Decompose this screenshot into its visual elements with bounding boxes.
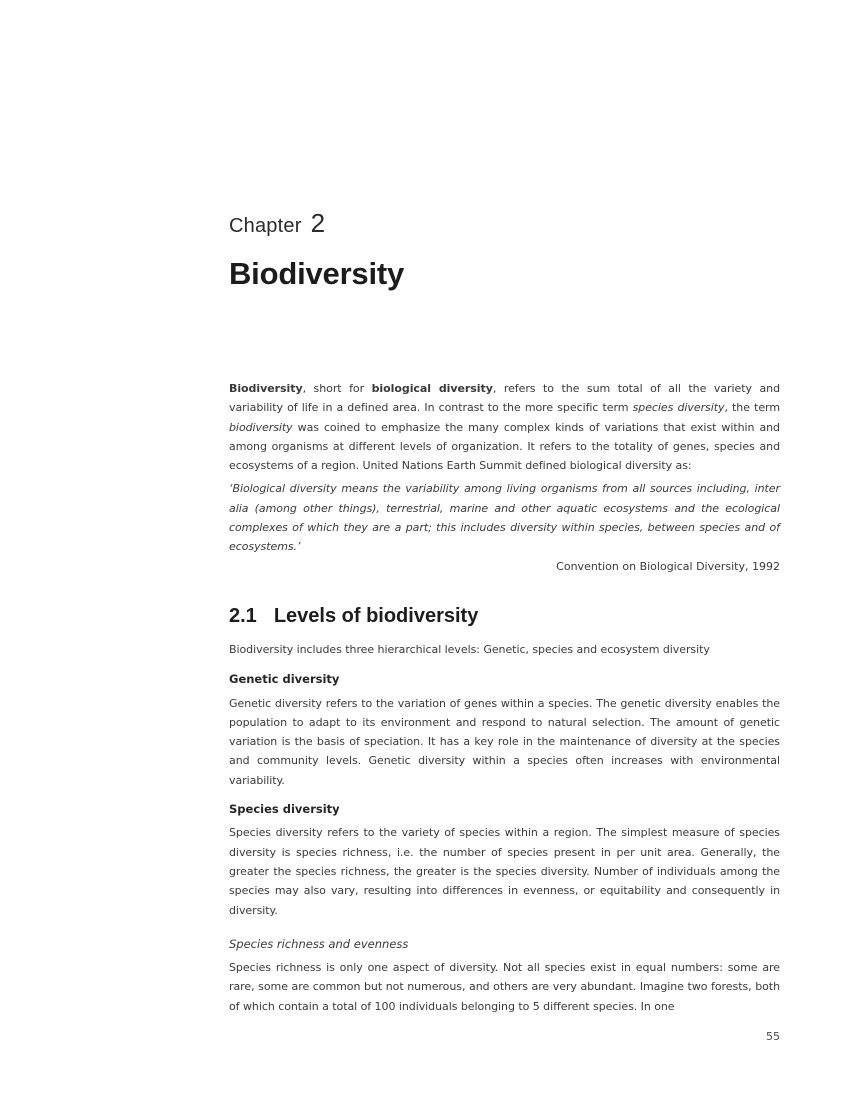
section-heading [229,604,780,628]
chapter-heading [229,208,325,239]
quote-paragraph: ‘Biological diversity means the variability among living organisms from all sources including, inter alia (among other things), terrestrial, marine and other aquatic ecosystems and the ecological complexes of which they are a part; this includes diversity within species, between species and of ecosystems.’ [229,482,780,554]
chapter-label: Chapter [229,215,302,237]
species-diversity-heading: Species diversity [229,802,340,817]
section-number: 2.1 [229,604,257,627]
species-richness-paragraph: Species richness is only one aspect of diversity. Not all species exist in equal numbers: some are rare, some are common but not numerous, and others are very abundant. Imagine two forests, both of which contain a total of 100 individuals belonging to 5 different species. In one [229,961,780,1013]
genetic-diversity-paragraph: Genetic diversity refers to the variation of genes within a species. The genetic diversity enables the population to adapt to its environment and respond to natural selection. The amount of genetic variation is the basis of speciation. It has a key role in the maintenance of diversity at the species and community levels. Genetic diversity within a species often increases with environmental variability. [229,696,780,787]
species-diversity-paragraph: Species diversity refers to the variety of species within a region. The simplest measure of species diversity is species richness, i.e. the number of species present in per unit area. Generally, the greater the species richness, the greater is the species diversity. Number of individuals among the species may also vary, resulting into differences in evenness, or equitability and consequently in diversity. [229,826,780,917]
page-title: Biodiversity [229,256,405,291]
page-body [229,379,780,1016]
quote-attribution: Convention on Biological Diversity, 1992 [556,559,780,573]
page-number: 55 [766,1030,780,1043]
chapter-number: 2 [310,208,326,238]
section-lead-paragraph: Biodiversity includes three hierarchical levels: Genetic, species and ecosystem diversity [229,642,710,656]
genetic-diversity-heading: Genetic diversity [229,672,340,687]
species-richness-heading: Species richness and evenness [229,936,409,951]
section-title: Levels of biodiversity [273,604,479,627]
intro-paragraph: Biodiversity, short for biological diversity, refers to the sum total of all the variety and variability of life in a defined area. In contrast to the more specific term species diversity, the term biodiversity was coined to emphasize the many complex kinds of variations that exist within and among organisms at different levels of organization. It refers to the totality of genes, species and ecosystems of a region. United Nations Earth Summit defined biological diversity as: [229,382,781,473]
